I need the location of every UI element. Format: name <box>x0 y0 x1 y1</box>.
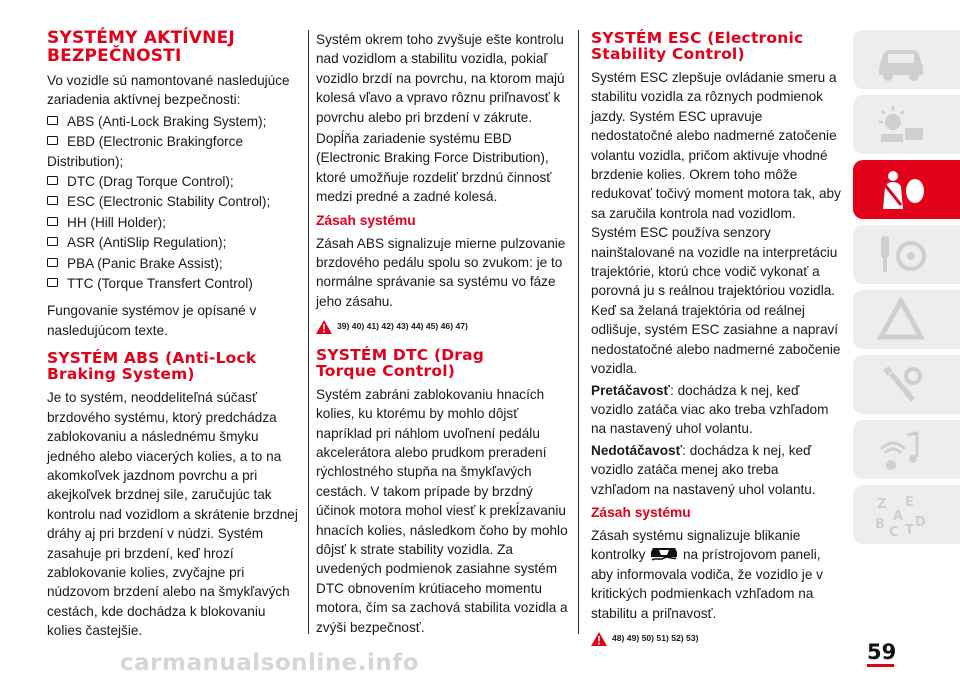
list-item: ABS (Anti-Lock Braking System); <box>47 112 301 131</box>
column-3 <box>591 30 841 658</box>
section-title-active-safety <box>47 30 301 65</box>
svg-text:D: D <box>915 515 926 530</box>
checkbox-bullet-icon <box>47 116 58 125</box>
column-divider <box>308 30 309 634</box>
oversteer-paragraph <box>591 381 841 439</box>
warning-refs-text: 39) 40) 41) 42) 43) 44) 45) 46) 47) <box>337 321 468 332</box>
abs-intervention-paragraph: Zásah ABS signalizuje mierne pulzovanie brzdového pedálu spolu so zvukom: je to normálne správanie sa systému vo fáze jeho zásahu. <box>316 235 566 309</box>
esc-intervention-paragraph <box>591 526 841 623</box>
subsection-title-intervention: Zásah systému <box>316 212 416 228</box>
title-line: Torque Control) <box>316 361 456 380</box>
checkbox-bullet-icon <box>47 278 58 287</box>
checkbox-bullet-icon <box>47 237 58 246</box>
checkbox-bullet-icon <box>47 217 58 226</box>
list-item: PBA (Panic Brake Assist); <box>47 254 301 273</box>
svg-text:Z: Z <box>877 497 887 512</box>
title-line: SYSTÉM ABS (Anti-Lock <box>47 349 257 368</box>
definition-text: : dochádza k nej, keď vozidlo zatáča viac ako treba vzhľadom na nastavený uhol volantu. <box>591 382 829 437</box>
esc-paragraph: Systém ESC zlepšuje ovládanie smeru a stabilitu vozidla za rôznych podmienok jazdy. Systém ESC upravuje nedostatočné alebo nadmerné zatočenie volantu vozidla, pričom aktivuje vhodné brzdenie kolies. Okrem toho môže redukovať točivý moment motora tak, aby sa zaručila kontrola nad vozidlom. Systém ESC používa senzory nainštalované na vozidle na interpretáciu trajektórie, ktorú chce vodič vykonať a porovná ju s reálnou trajektóriou vozidla. Keď sa želaná trajektória od reálnej odlišuje, systém ESC zasiahne a napraví nedostatočné alebo nadmerné zabočenie vozidla. <box>591 70 841 377</box>
list-item: EBD (Electronic Brakingforce Distribution); <box>47 134 244 169</box>
warning-refs-text: 48) 49) 50) 51) 52) 53) <box>612 632 699 643</box>
tab-dashboard[interactable] <box>853 95 960 154</box>
intro-paragraph: Vo vozidle sú namontované nasledujúce zariadenia aktívnej bezpečnosti: <box>47 73 290 108</box>
list-item: TTC (Torque Transfert Control) <box>47 274 301 293</box>
warning-references <box>316 317 570 336</box>
list-item: DTC (Drag Torque Control); <box>47 172 301 191</box>
svg-text:C: C <box>889 525 899 538</box>
dashboard-lights-icon <box>871 102 931 148</box>
column-2 <box>316 30 570 639</box>
svg-text:T: T <box>905 523 914 538</box>
title-line: BEZPEČNOSTI <box>47 45 182 66</box>
tab-maintenance[interactable] <box>853 355 960 414</box>
tab-multimedia[interactable] <box>853 420 960 479</box>
term-understeer: Nedotáčavosť <box>591 442 683 458</box>
watermark: carmanualsonline.info <box>120 650 420 676</box>
media-icon <box>871 427 931 473</box>
warning-triangle-icon <box>591 632 607 646</box>
outro-paragraph: Fungovanie systémov je opísané v nasledujúcom texte. <box>47 303 257 338</box>
index-letters-icon <box>871 492 931 538</box>
text-after-icon: na prístrojovom paneli, aby informovala vodiča, že vozidlo je v kritických podmienkach vzhľadom na stabilitu a priľnavosť. <box>591 547 823 621</box>
definition-text: : dochádza k nej, keď vozidlo zatáča menej ako treba vzhľadom na nastavený uhol volantu. <box>591 442 816 497</box>
ebd-paragraph: Dopĺňa zariadenie systému EBD (Electronic Braking Force Distribution), ktoré umožňuje rozdeliť brzdnú činnosť medzi predné a zadné kolesá. <box>316 131 552 205</box>
text-before-icon: Zásah systému signalizuje blikanie kontrolky <box>591 527 801 563</box>
subsection-title-intervention: Zásah systému <box>591 504 691 520</box>
column-divider <box>578 30 579 634</box>
tab-starting-driving[interactable] <box>853 225 960 284</box>
list-item: ESC (Electronic Stability Control); <box>47 192 301 211</box>
car-info-icon <box>871 37 931 83</box>
list-item: ASR (AntiSlip Regulation); <box>47 233 301 252</box>
checkbox-bullet-icon <box>47 196 58 205</box>
esc-warning-light-icon <box>649 547 679 561</box>
understeer-paragraph <box>591 441 841 499</box>
checkbox-bullet-icon <box>47 136 58 145</box>
section-title-esc <box>591 30 841 62</box>
tab-index[interactable] <box>853 485 960 544</box>
service-wrench-icon <box>871 362 931 408</box>
checkbox-bullet-icon <box>47 258 58 267</box>
checkbox-bullet-icon <box>47 176 58 185</box>
section-title-dtc <box>316 347 570 379</box>
title-line: Stability Control) <box>591 45 745 63</box>
warning-triangle-icon <box>871 297 931 343</box>
term-oversteer: Pretáčavosť <box>591 382 671 398</box>
tab-car-info[interactable] <box>853 30 960 89</box>
abs-continued-paragraph: Systém okrem toho zvyšuje ešte kontrolu nad vozidlom a stabilitu vozidla, pokiaľ vozidlo brzdí na povrchu, na ktorom majú kolesá vľavo a vpravo rôznu priľnavosť k povrchu alebo pri brzdení v zákrute. <box>316 32 565 125</box>
svg-text:B: B <box>875 517 885 532</box>
key-steering-icon <box>871 232 931 278</box>
warning-references <box>591 629 841 648</box>
seatbelt-airbag-icon <box>871 167 931 213</box>
title-line: Braking System) <box>47 365 195 384</box>
page-number-accent-bar <box>867 664 894 667</box>
title-line: SYSTÉM ESC (Electronic <box>591 29 804 47</box>
svg-text:E: E <box>905 495 914 510</box>
svg-text:A: A <box>893 509 904 524</box>
section-title-abs <box>47 350 301 382</box>
tab-emergency[interactable] <box>853 290 960 349</box>
title-line: SYSTÉM DTC (Drag <box>316 345 485 364</box>
tab-safety[interactable] <box>853 160 960 219</box>
chapter-tabs <box>853 30 960 550</box>
list-item: HH (Hill Holder); <box>47 213 301 232</box>
page-number: 59 <box>867 640 897 664</box>
column-1 <box>47 30 301 643</box>
dtc-paragraph: Systém zabráni zablokovaniu hnacích kolies, ku ktorému by mohlo dôjsť napríklad pri náhlom uvoľnení pedálu akcelerátora alebo prudkom preradení rýchlostného stupňa na šmykľavých cestách. V takom prípade by brzdný účinok motora mohol viesť k prekĺzavaniu hnacích kolies, následkom čoho by mohlo dôjsť k strate stability vozidla. Za uvedených podmienok zasiahne systém DTC obnovením krútiaceho momentu motora, čím sa zachová stabilita vozidla a zvýši bezpečnosť. <box>316 386 568 635</box>
title-line: SYSTÉMY AKTÍVNEJ <box>47 28 235 48</box>
warning-triangle-icon <box>316 320 332 334</box>
abs-paragraph: Je to systém, neoddeliteľná súčasť brzdového systému, ktorý predchádza zablokovaniu a následnému šmyku jedného alebo viacerých kolies, a to na akomkoľvek jazdnom povrchu a pri akejkoľvek brzdnej sile, zaručujúc tak kontrolu nad vozidlom a skrátenie brzdnej dráhy aj pri brzdení v núdzi. Systém zasahuje pri brzdení, keď hrozí zablokovanie kolies, zvyčajne pri núdzovom brzdení alebo na šmykľavých cestách, kde dochádza k blokovaniu kolies častejšie. <box>47 390 298 639</box>
